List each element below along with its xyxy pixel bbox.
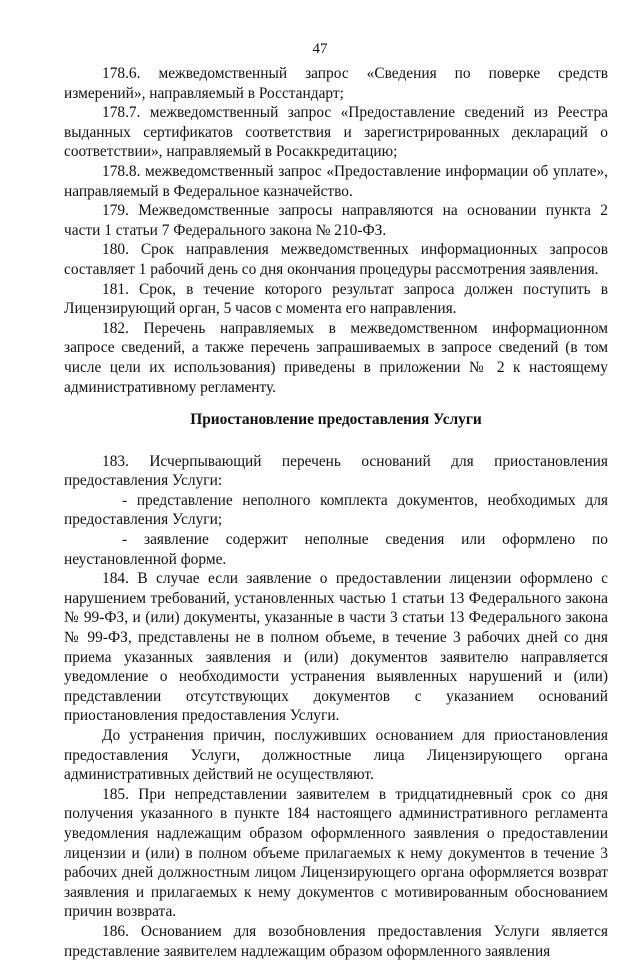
page-number: 47	[312, 41, 328, 57]
list-item-incomplete-documents: - представление неполного комплекта документов, необходимых для предоставления Услуги;	[64, 491, 608, 529]
paragraph-180: 180. Срок направления межведомственных информационных запросов составляет 1 рабочий день со дня окончания процедуры рассмотрения заявления.	[64, 241, 608, 278]
paragraph-181: 181. Срок, в течение которого результат запроса должен поступить в Лицензирующий орган, 5 часов с момента его направления.	[64, 280, 608, 318]
paragraph-178-7: 178.7. межведомственный запрос «Предоставление сведений из Реестра выданных сертификатов соответствия и зарегистрированных деклараций о соответствии», направляемый в Росаккредитацию;	[64, 104, 608, 161]
list-item-incomplete-application: - заявление содержит неполные сведения или оформлено по неустановленной форме.	[64, 531, 608, 568]
paragraph-184: 184. В случае если заявление о предоставлении лицензии оформлено с нарушением требований, установленных частью 1 статьи 13 Федерального закона № 99-ФЗ, и (или) документы, указанные в части 3 статьи 13 Федерального закона № 99-ФЗ, представлены не в полном объеме, в течение 3 рабочих дней со дня приема указанных заявления и (или) документов заявителю направляется уведомление о необходимости устранения выявленных нарушений и (или) представлении отсутствующих документов с указанием оснований приостановления предоставления Услуги.	[64, 570, 608, 725]
paragraph-178-6: 178.6. межведомственный запрос «Сведения по поверке средств измерений», направляемый в Росстандарт;	[64, 65, 608, 102]
paragraph-183: 183. Исчерпывающий перечень оснований для приостановления предоставления Услуги:	[64, 452, 608, 490]
section-heading: Приостановление предоставления Услуги	[190, 411, 482, 429]
paragraph-suspension-note: До устранения причин, послуживших основанием для приостановления предоставления Услуги, должностные лица Лицензирующего органа административных действий не осуществляют.	[64, 727, 608, 784]
paragraph-186: 186. Основанием для возобновления предоставления Услуги является представление заявителем надлежащим образом оформленного заявления	[64, 922, 608, 960]
paragraph-185: 185. При непредставлении заявителем в тридцатидневный срок со дня получения указанного в пункте 184 настоящего административного регламента уведомления надлежащим образом оформленного заявления о предоставлении лицензии и (или) в полном объеме прилагаемых к нему документов в течение 3 рабочих дней должностным лицом Лицензирующего органа оформляется возврат заявления и прилагаемых к нему документов с мотивированным обоснованием причин возврата.	[64, 785, 608, 921]
paragraph-178-8: 178.8. межведомственный запрос «Предоставление информации об уплате», направляемый в Федеральное казначейство.	[64, 162, 608, 200]
page-body	[64, 64, 608, 961]
paragraph-179: 179. Межведомственные запросы направляются на основании пункта 2 части 1 статьи 7 Федерального закона № 210-ФЗ.	[64, 202, 608, 239]
paragraph-182: 182. Перечень направляемых в межведомственном информационном запросе сведений, а также перечень запрашиваемых в запросе сведений (в том числе цели их использования) приведены в приложении № 2 к настоящему административному регламенту.	[64, 319, 608, 396]
